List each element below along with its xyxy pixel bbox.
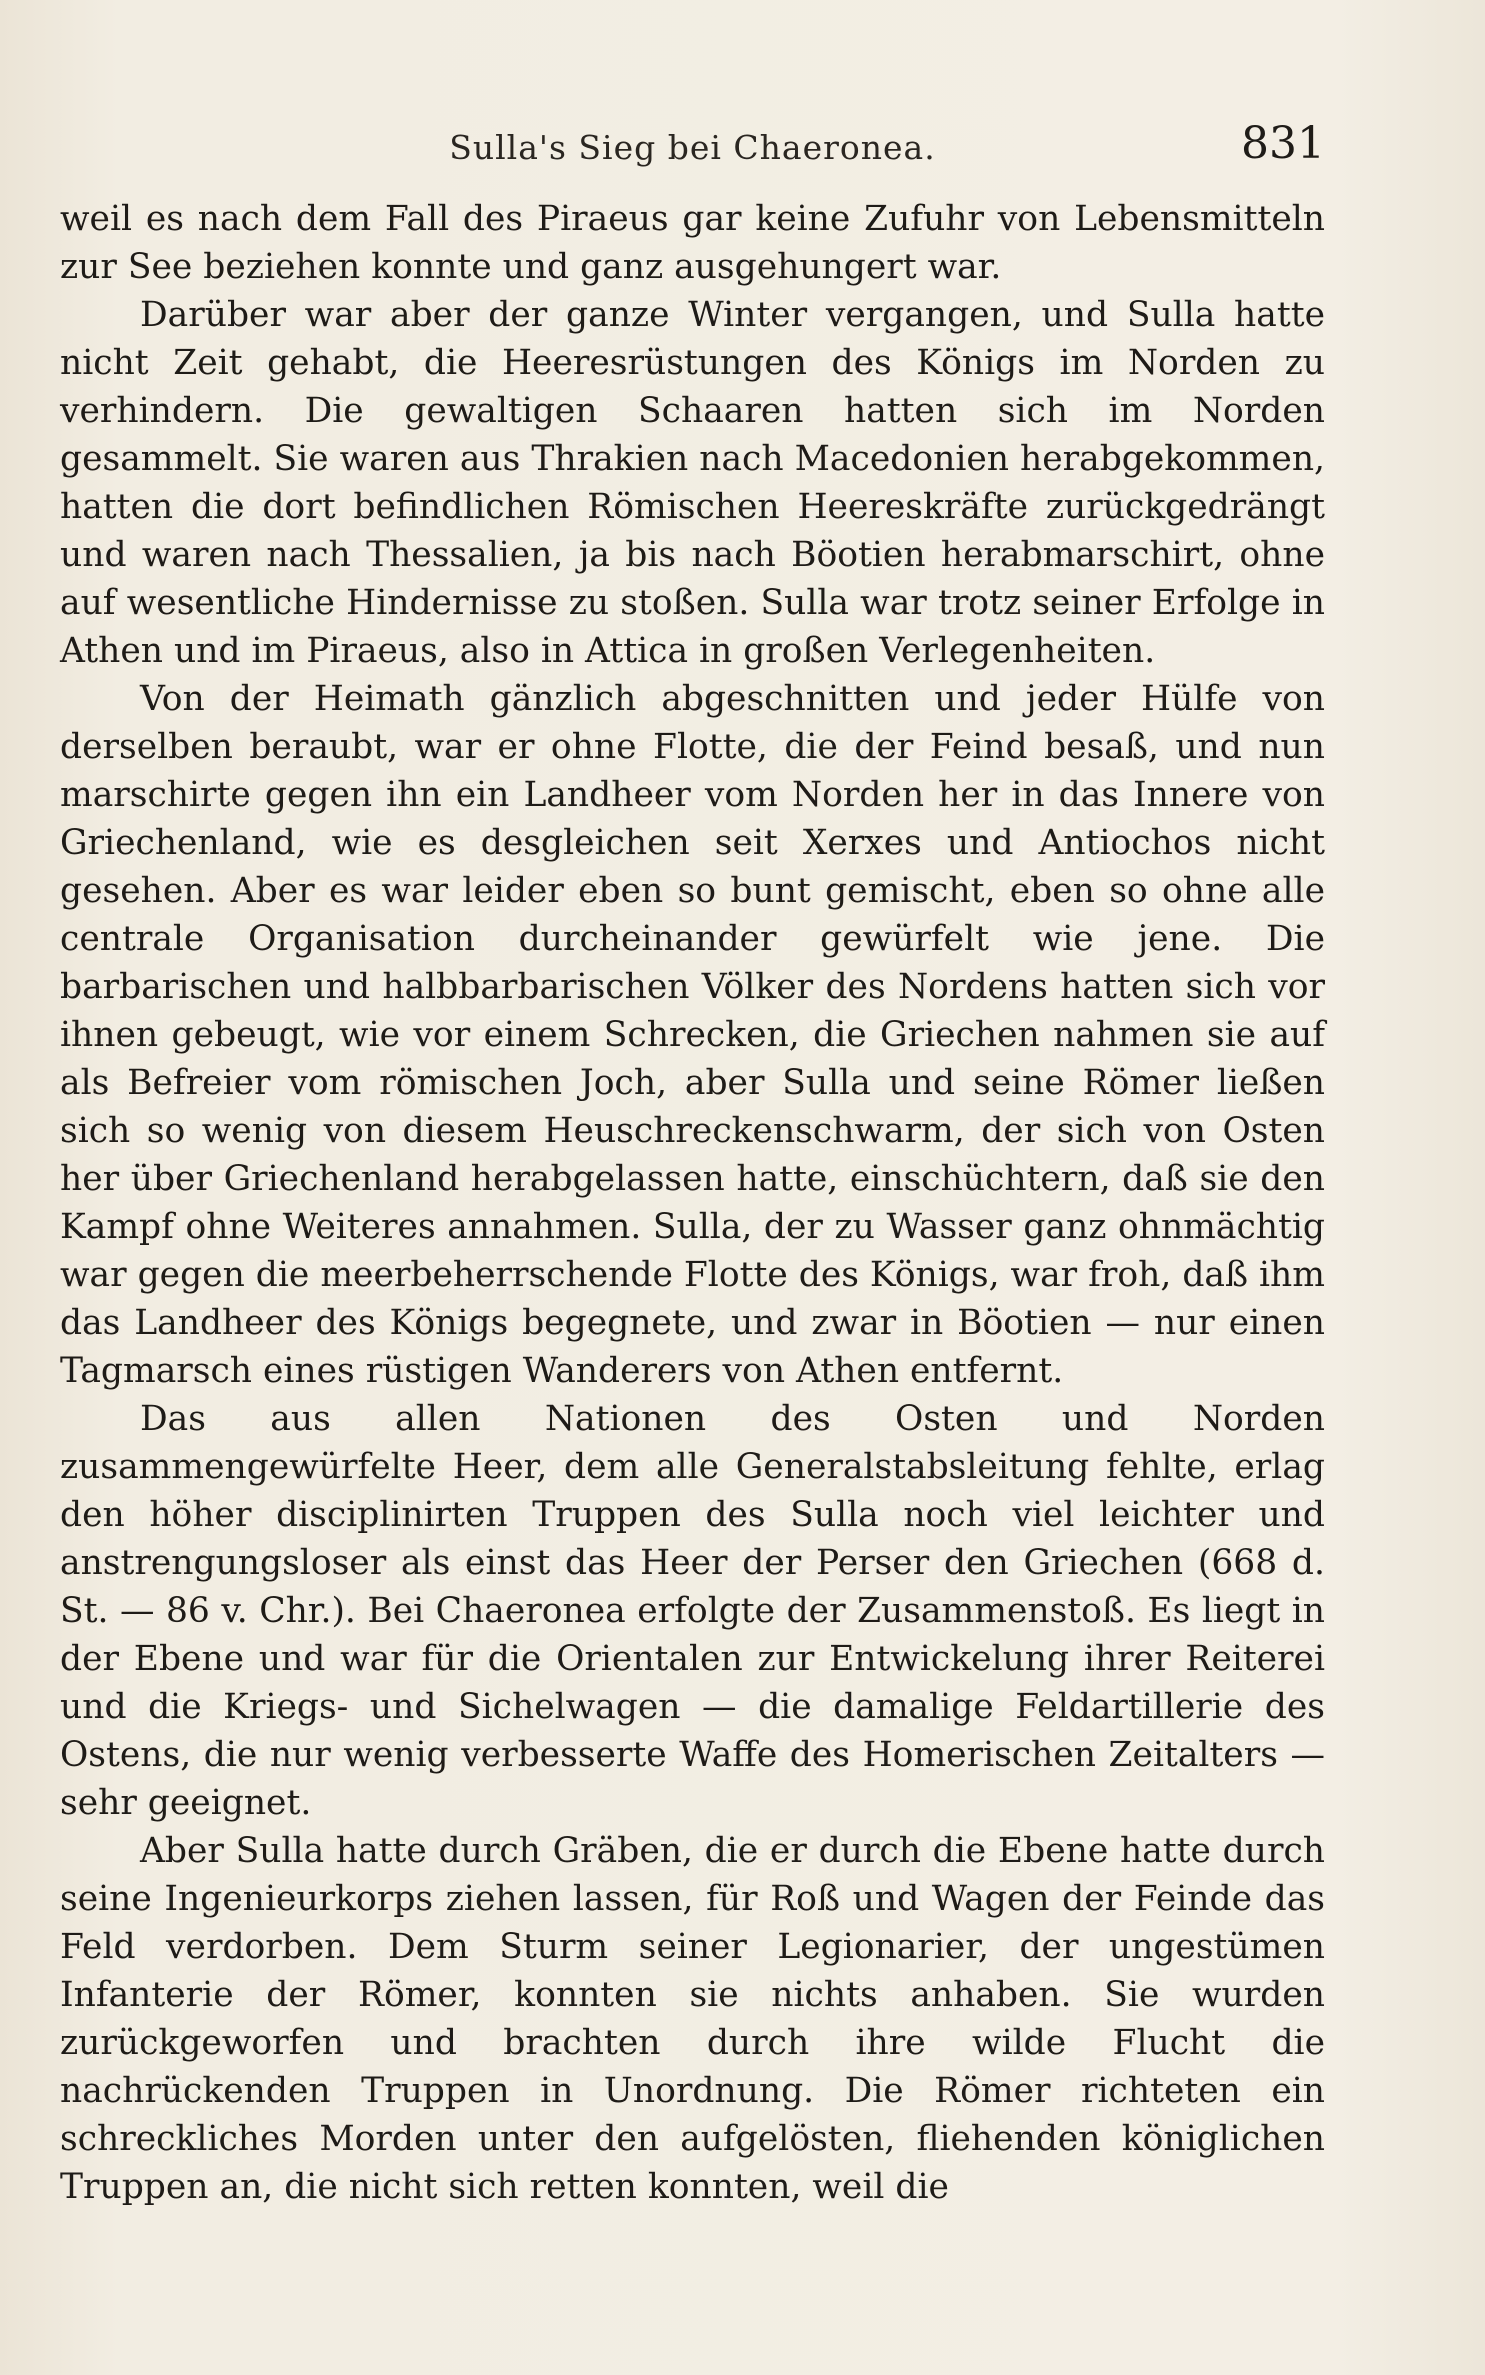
paragraph-2: Darüber war aber der ganze Winter vergangen, und Sulla hatte nicht Zeit gehabt, die Heeresrüstungen des Königs im Norden zu verhindern. Die gewaltigen Schaaren hatten sich im Norden gesammelt. Sie waren aus Thrakien nach Macedonien herabgekommen, hatten die dort befindlichen Römischen Heereskräfte zurückgedrängt und waren nach Thessalien, ja bis nach Böotien herabmarschirt, ohne auf wesentliche Hindernisse zu stoßen. Sulla war trotz seiner Erfolge in Athen und im Piraeus, also in Attica in großen Verlegenheiten. xyxy=(60,295,1325,671)
paragraph-4: Das aus allen Nationen des Osten und Norden zusammengewürfelte Heer, dem alle Generalstabsleitung fehlte, erlag den höher disciplinirten Truppen des Sulla noch viel leichter und anstrengungsloser als einst das Heer der Perser den Griechen (668 d. St. — 86 v. Chr.). Bei Chaeronea erfolgte der Zusammenstoß. Es liegt in der Ebene und war für die Orientalen zur Entwickelung ihrer Reiterei und die Kriegs- und Sichelwagen — die damalige Feldartillerie des Ostens, die nur wenig verbesserte Waffe des Homerischen Zeitalters — sehr geeignet. xyxy=(60,1399,1325,1823)
paragraph-1: weil es nach dem Fall des Piraeus gar keine Zufuhr von Lebensmitteln zur See beziehen konnte und ganz ausgehungert war. xyxy=(60,199,1325,287)
running-title: Sulla's Sieg bei Chaeronea. xyxy=(449,128,936,167)
paragraph-3: Von der Heimath gänzlich abgeschnitten und jeder Hülfe von derselben beraubt, war er ohne Flotte, die der Feind besaß, und nun marschirte gegen ihn ein Landheer vom Norden her in das Innere von Griechenland, wie es desgleichen seit Xerxes und Antiochos nicht gesehen. Aber es war leider eben so bunt gemischt, eben so ohne alle centrale Organisation durcheinander gewürfelt wie jene. Die barbarischen und halbbarbarischen Völker des Nordens hatten sich vor ihnen gebeugt, wie vor einem Schrecken, die Griechen nahmen sie auf als Befreier vom römischen Joch, aber Sulla und seine Römer ließen sich so wenig von diesem Heuschreckenschwarm, der sich von Osten her über Griechenland herabgelassen hatte, einschüchtern, daß sie den Kampf ohne Weiteres annahmen. Sulla, der zu Wasser ganz ohnmächtig war gegen die meerbeherrschende Flotte des Königs, war froh, daß ihm das Landheer des Königs begegnete, und zwar in Böotien — nur einen Tagmarsch eines rüstigen Wanderers von Athen entfernt. xyxy=(60,679,1325,1391)
body-text xyxy=(60,195,1325,2211)
page-number: 831 xyxy=(1241,118,1325,169)
running-head xyxy=(60,118,1325,178)
paragraph-5: Aber Sulla hatte durch Gräben, die er durch die Ebene hatte durch seine Ingenieurkorps ziehen lassen, für Roß und Wagen der Feinde das Feld verdorben. Dem Sturm seiner Legionarier, der ungestümen Infanterie der Römer, konnten sie nichts anhaben. Sie wurden zurückgeworfen und brachten durch ihre wilde Flucht die nachrückenden Truppen in Unordnung. Die Römer richteten ein schreckliches Morden unter den aufgelösten, fliehenden königlichen Truppen an, die nicht sich retten konnten, weil die xyxy=(60,1831,1325,2207)
